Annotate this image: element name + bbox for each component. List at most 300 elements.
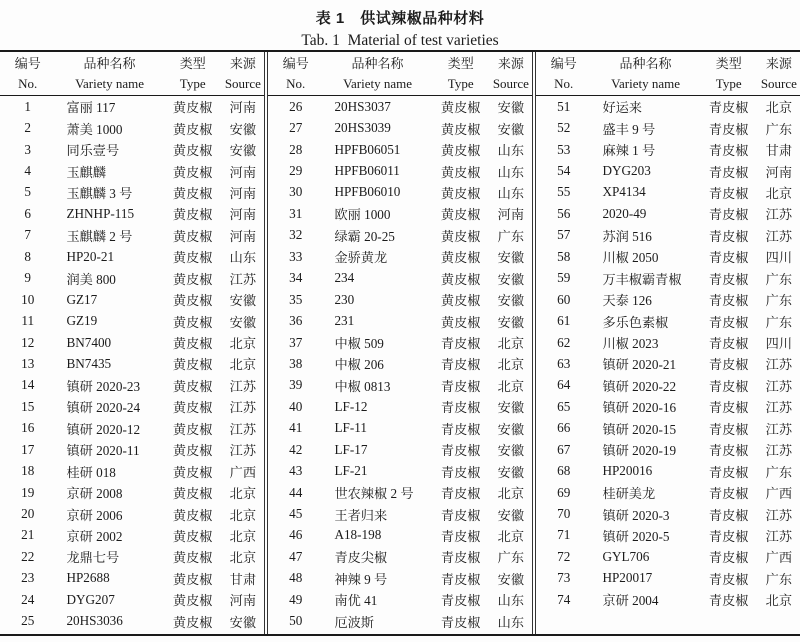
- cell-no: 22: [21, 548, 35, 564]
- cell-source: 江苏: [765, 378, 793, 394]
- cell-no: 24: [21, 591, 35, 607]
- cell-no: 28: [289, 141, 303, 157]
- cell-source: 山东: [497, 164, 525, 180]
- table-row: [536, 568, 800, 589]
- cell-source: 广东: [765, 464, 793, 480]
- cell-no: 32: [289, 227, 303, 243]
- cell-variety-name: HPFB06051: [334, 141, 401, 157]
- header-variety-name: 品种名称 Variety name: [611, 56, 681, 91]
- cell-no: 65: [557, 398, 571, 414]
- cell-variety-name: 镇研 2020-5: [602, 528, 670, 544]
- table-row: [536, 396, 800, 417]
- cell-source: 江苏: [765, 400, 793, 416]
- cell-variety-name: GZ19: [66, 313, 98, 329]
- cell-variety-name: 中椒 0813: [334, 378, 391, 394]
- table-row: [536, 310, 800, 331]
- panel-header: [0, 52, 264, 96]
- cell-no: 30: [289, 184, 303, 200]
- cell-type: 黄皮椒: [172, 336, 213, 352]
- table-row: [268, 375, 532, 396]
- cell-source: 山东: [497, 143, 525, 159]
- table-row: [0, 418, 264, 439]
- table-row: [268, 182, 532, 203]
- cell-no: 16: [21, 420, 35, 436]
- cell-type: 黄皮椒: [172, 314, 213, 330]
- panel-rows: [268, 96, 532, 634]
- cell-no: 17: [21, 441, 35, 457]
- table-row: [0, 482, 264, 503]
- cell-no: 67: [557, 441, 571, 457]
- cell-variety-name: BN7435: [66, 355, 112, 371]
- cell-type: 青皮椒: [708, 400, 749, 416]
- cell-variety-name: 中椒 509: [334, 336, 384, 352]
- table-row: [0, 268, 264, 289]
- table-caption-en: Tab. 1 Material of test varieties: [301, 32, 499, 49]
- table-row: [268, 160, 532, 181]
- cell-variety-name: LF-11: [334, 420, 367, 436]
- table-row: [0, 310, 264, 331]
- cell-source: 安徽: [497, 250, 525, 266]
- table-row: [268, 225, 532, 246]
- cell-variety-name: 盛丰 9 号: [602, 121, 656, 137]
- table-row: [0, 332, 264, 353]
- cell-no: 19: [21, 484, 35, 500]
- cell-variety-name: HP2688: [66, 570, 110, 586]
- cell-variety-name: 玉麒麟 3 号: [66, 185, 133, 201]
- cell-source: 江苏: [229, 443, 257, 459]
- cell-no: 36: [289, 313, 303, 329]
- cell-no: 10: [21, 291, 35, 307]
- table-row: [536, 525, 800, 546]
- cell-source: 四川: [765, 250, 793, 266]
- cell-type: 青皮椒: [440, 528, 481, 544]
- cell-variety-name: 镇研 2020-19: [602, 443, 677, 459]
- cell-type: 青皮椒: [440, 421, 481, 437]
- cell-type: 黄皮椒: [172, 528, 213, 544]
- cell-source: 北京: [229, 357, 257, 373]
- table-panel-3: [532, 52, 800, 634]
- cell-source: 北京: [765, 593, 793, 609]
- cell-no: 47: [289, 548, 303, 564]
- table-row: [536, 268, 800, 289]
- cell-no: 72: [557, 548, 571, 564]
- cell-source: 北京: [229, 528, 257, 544]
- cell-variety-name: DYG207: [66, 591, 115, 607]
- cell-source: 北京: [497, 486, 525, 502]
- panel-rows: [536, 96, 800, 634]
- cell-type: 青皮椒: [440, 378, 481, 394]
- cell-variety-name: 镇研 2020-16: [602, 400, 677, 416]
- cell-variety-name: 好运来: [602, 100, 642, 116]
- cell-variety-name: 万丰椒霸青椒: [602, 271, 682, 287]
- cell-no: 53: [557, 141, 571, 157]
- cell-variety-name: 镇研 2020-3: [602, 507, 670, 523]
- table-row: [536, 546, 800, 567]
- cell-source: 河南: [765, 164, 793, 180]
- table-row: [536, 418, 800, 439]
- cell-no: 15: [21, 398, 35, 414]
- cell-no: 61: [557, 313, 571, 329]
- cell-no: 55: [557, 184, 571, 200]
- cell-no: 33: [289, 248, 303, 264]
- cell-no: 1: [24, 98, 32, 114]
- cell-type: 黄皮椒: [172, 378, 213, 394]
- cell-source: 四川: [765, 336, 793, 352]
- table-row: [536, 246, 800, 267]
- cell-type: 黄皮椒: [172, 207, 213, 223]
- table-panel-2: [264, 52, 532, 634]
- cell-source: 山东: [497, 185, 525, 201]
- cell-type: 青皮椒: [708, 593, 749, 609]
- cell-source: 安徽: [229, 121, 257, 137]
- cell-source: 江苏: [765, 528, 793, 544]
- cell-source: 江苏: [229, 421, 257, 437]
- cell-variety-name: 京研 2008: [66, 486, 123, 502]
- cell-no: 60: [557, 291, 571, 307]
- cell-variety-name: BN7400: [66, 334, 112, 350]
- cell-type: 青皮椒: [708, 185, 749, 201]
- cell-type: 黄皮椒: [172, 421, 213, 437]
- cell-source: 安徽: [229, 293, 257, 309]
- table-caption: [0, 0, 800, 50]
- cell-variety-name: 镇研 2020-22: [602, 378, 677, 394]
- cell-variety-name: 玉麒麟: [66, 164, 106, 180]
- table-row: [536, 139, 800, 160]
- cell-source: 北京: [497, 378, 525, 394]
- cell-source: 广西: [765, 550, 793, 566]
- table-row: [268, 568, 532, 589]
- table-row: [268, 418, 532, 439]
- cell-variety-name: 镇研 2020-21: [602, 357, 677, 373]
- table-row: [536, 439, 800, 460]
- cell-source: 广东: [765, 293, 793, 309]
- cell-type: 黄皮椒: [440, 207, 481, 223]
- cell-variety-name: 京研 2004: [602, 593, 659, 609]
- cell-no: 66: [557, 420, 571, 436]
- cell-type: 青皮椒: [708, 100, 749, 116]
- cell-no: 48: [289, 570, 303, 586]
- table-row: [268, 353, 532, 374]
- cell-source: 北京: [765, 185, 793, 201]
- cell-no: 74: [557, 591, 571, 607]
- cell-type: 黄皮椒: [172, 614, 213, 630]
- cell-variety-name: 绿霸 20-25: [334, 228, 395, 244]
- table-row: [536, 225, 800, 246]
- panel-rows: [0, 96, 264, 634]
- cell-no: 6: [24, 205, 32, 221]
- cell-variety-name: LF-17: [334, 441, 368, 457]
- table-row: [0, 139, 264, 160]
- cell-type: 黄皮椒: [440, 143, 481, 159]
- cell-source: 北京: [229, 486, 257, 502]
- cell-variety-name: LF-12: [334, 398, 368, 414]
- cell-type: 黄皮椒: [172, 486, 213, 502]
- cell-no: 58: [557, 248, 571, 264]
- cell-variety-name: 龙鼎七号: [66, 550, 120, 566]
- cell-source: 江苏: [229, 271, 257, 287]
- cell-variety-name: GYL706: [602, 548, 650, 564]
- cell-type: 青皮椒: [440, 507, 481, 523]
- cell-no: 25: [21, 613, 35, 629]
- cell-source: 江苏: [765, 443, 793, 459]
- cell-source: 甘肃: [765, 143, 793, 159]
- header-source: 来源 Source: [760, 56, 797, 91]
- cell-no: 62: [557, 334, 571, 350]
- cell-no: 70: [557, 506, 571, 522]
- cell-source: 安徽: [497, 400, 525, 416]
- cell-source: 广东: [765, 314, 793, 330]
- cell-variety-name: HP20016: [602, 463, 653, 479]
- cell-source: 广东: [765, 271, 793, 287]
- cell-no: 26: [289, 98, 303, 114]
- table-row: [0, 439, 264, 460]
- cell-no: 34: [289, 270, 303, 286]
- cell-no: 29: [289, 163, 303, 179]
- table-row: [0, 246, 264, 267]
- cell-type: 青皮椒: [708, 271, 749, 287]
- cell-type: 青皮椒: [708, 314, 749, 330]
- cell-no: 73: [557, 570, 571, 586]
- cell-source: 北京: [497, 528, 525, 544]
- header-variety-name: 品种名称 Variety name: [343, 56, 413, 91]
- table-row: [0, 203, 264, 224]
- cell-type: 黄皮椒: [172, 400, 213, 416]
- cell-no: 12: [21, 334, 35, 350]
- table-row: [0, 503, 264, 524]
- cell-no: 43: [289, 463, 303, 479]
- cell-variety-name: 20HS3039: [334, 120, 391, 136]
- cell-no: 13: [21, 355, 35, 371]
- cell-no: 40: [289, 398, 303, 414]
- cell-type: 黄皮椒: [172, 121, 213, 137]
- cell-type: 黄皮椒: [440, 314, 481, 330]
- cell-variety-name: 京研 2006: [66, 507, 123, 523]
- cell-type: 青皮椒: [440, 357, 481, 373]
- cell-type: 青皮椒: [708, 421, 749, 437]
- cell-variety-name: HP20-21: [66, 248, 115, 264]
- cell-no: 41: [289, 420, 303, 436]
- cell-variety-name: 世农辣椒 2 号: [334, 486, 414, 502]
- cell-variety-name: 萧美 1000: [66, 121, 123, 137]
- table-row: [0, 568, 264, 589]
- cell-variety-name: 230: [334, 291, 355, 307]
- table-caption-zh: 表 1 供试辣椒品种材料: [315, 10, 485, 27]
- cell-no: 9: [24, 270, 32, 286]
- header-source: 来源 Source: [224, 56, 261, 91]
- cell-no: 23: [21, 570, 35, 586]
- cell-type: 青皮椒: [708, 550, 749, 566]
- table-row: [268, 332, 532, 353]
- cell-type: 黄皮椒: [172, 293, 213, 309]
- cell-type: 青皮椒: [708, 164, 749, 180]
- cell-no: 14: [21, 377, 35, 393]
- cell-variety-name: 麻辣 1 号: [602, 143, 656, 159]
- cell-type: 青皮椒: [708, 228, 749, 244]
- cell-type: 黄皮椒: [172, 271, 213, 287]
- table-row: [536, 460, 800, 481]
- table-row: [0, 182, 264, 203]
- cell-source: 江苏: [765, 207, 793, 223]
- cell-source: 安徽: [229, 143, 257, 159]
- cell-type: 黄皮椒: [440, 228, 481, 244]
- cell-source: 广西: [765, 486, 793, 502]
- cell-type: 青皮椒: [708, 486, 749, 502]
- cell-variety-name: 厄波斯: [334, 614, 374, 630]
- cell-variety-name: 同乐壹号: [66, 143, 120, 159]
- header-source: 来源 Source: [492, 56, 529, 91]
- table-row: [0, 546, 264, 567]
- table-row: [0, 396, 264, 417]
- cell-variety-name: 镇研 2020-11: [66, 443, 140, 459]
- table-row: [536, 375, 800, 396]
- table-row: [268, 482, 532, 503]
- cell-type: 黄皮椒: [172, 164, 213, 180]
- cell-no: 21: [21, 527, 35, 543]
- cell-type: 青皮椒: [708, 336, 749, 352]
- cell-type: 青皮椒: [708, 207, 749, 223]
- table-row: [268, 611, 532, 632]
- cell-source: 广东: [497, 550, 525, 566]
- table-row: [0, 375, 264, 396]
- table-row: [268, 460, 532, 481]
- cell-variety-name: 镇研 2020-24: [66, 400, 141, 416]
- cell-variety-name: GZ17: [66, 291, 98, 307]
- panel-header: [536, 52, 800, 96]
- cell-type: 黄皮椒: [172, 100, 213, 116]
- table-row: [536, 482, 800, 503]
- cell-source: 河南: [229, 228, 257, 244]
- cell-variety-name: 玉麒麟 2 号: [66, 228, 133, 244]
- table-row: [0, 353, 264, 374]
- cell-source: 北京: [497, 336, 525, 352]
- table-row: [268, 503, 532, 524]
- cell-source: 安徽: [497, 121, 525, 137]
- cell-variety-name: 镇研 2020-12: [66, 421, 141, 437]
- cell-type: 黄皮椒: [172, 185, 213, 201]
- header-type: 类型 Type: [715, 56, 742, 91]
- cell-variety-name: ZHNHP-115: [66, 205, 135, 221]
- table-row: [536, 96, 800, 117]
- cell-type: 黄皮椒: [172, 357, 213, 373]
- cell-no: 54: [557, 163, 571, 179]
- cell-type: 青皮椒: [440, 464, 481, 480]
- cell-type: 黄皮椒: [440, 293, 481, 309]
- cell-source: 安徽: [497, 100, 525, 116]
- cell-variety-name: 京研 2002: [66, 528, 123, 544]
- cell-type: 黄皮椒: [440, 164, 481, 180]
- cell-variety-name: 润美 800: [66, 271, 116, 287]
- cell-type: 青皮椒: [708, 571, 749, 587]
- table-row: [536, 503, 800, 524]
- cell-variety-name: A18-198: [334, 527, 382, 543]
- cell-source: 安徽: [497, 421, 525, 437]
- cell-variety-name: 中椒 206: [334, 357, 384, 373]
- cell-variety-name: 镇研 2020-23: [66, 378, 141, 394]
- table-row: [0, 611, 264, 632]
- cell-variety-name: 欧丽 1000: [334, 207, 391, 223]
- table-row: [268, 203, 532, 224]
- table-row: [0, 160, 264, 181]
- header-variety-name: 品种名称 Variety name: [75, 56, 145, 91]
- varieties-table: [0, 50, 800, 636]
- cell-no: 37: [289, 334, 303, 350]
- cell-type: 青皮椒: [440, 571, 481, 587]
- table-row: [268, 396, 532, 417]
- table-row: [0, 525, 264, 546]
- cell-type: 青皮椒: [440, 400, 481, 416]
- table-row: [268, 310, 532, 331]
- cell-source: 河南: [229, 185, 257, 201]
- table-row: [0, 96, 264, 117]
- cell-no: 52: [557, 120, 571, 136]
- cell-source: 江苏: [765, 228, 793, 244]
- table-row: [536, 203, 800, 224]
- cell-source: 北京: [229, 550, 257, 566]
- cell-variety-name: 2020-49: [602, 205, 647, 221]
- cell-source: 广东: [765, 571, 793, 587]
- table-row: [268, 525, 532, 546]
- cell-variety-name: LF-21: [334, 463, 368, 479]
- table-row: [268, 96, 532, 117]
- cell-type: 黄皮椒: [172, 250, 213, 266]
- cell-type: 黄皮椒: [440, 271, 481, 287]
- cell-variety-name: HPFB06010: [334, 184, 401, 200]
- cell-source: 河南: [497, 207, 525, 223]
- cell-type: 青皮椒: [708, 378, 749, 394]
- cell-variety-name: 桂研 018: [66, 464, 116, 480]
- cell-type: 黄皮椒: [172, 507, 213, 523]
- table-panel-1: [0, 52, 264, 634]
- cell-type: 青皮椒: [440, 443, 481, 459]
- cell-type: 青皮椒: [708, 507, 749, 523]
- cell-no: 3: [24, 141, 32, 157]
- cell-source: 安徽: [497, 571, 525, 587]
- cell-type: 黄皮椒: [172, 593, 213, 609]
- header-no: 编号 No.: [550, 56, 577, 91]
- cell-no: 57: [557, 227, 571, 243]
- cell-no: 46: [289, 527, 303, 543]
- cell-variety-name: 青皮尖椒: [334, 550, 388, 566]
- table-row: [0, 117, 264, 138]
- cell-type: 青皮椒: [708, 464, 749, 480]
- cell-type: 黄皮椒: [172, 443, 213, 459]
- cell-source: 江苏: [765, 507, 793, 523]
- cell-source: 山东: [229, 250, 257, 266]
- cell-source: 安徽: [497, 443, 525, 459]
- cell-source: 北京: [497, 357, 525, 373]
- cell-type: 青皮椒: [708, 528, 749, 544]
- table-row: [268, 246, 532, 267]
- cell-type: 黄皮椒: [440, 185, 481, 201]
- cell-variety-name: HP20017: [602, 570, 653, 586]
- cell-variety-name: 金骄黄龙: [334, 250, 388, 266]
- cell-type: 青皮椒: [440, 336, 481, 352]
- cell-variety-name: 234: [334, 270, 355, 286]
- cell-variety-name: 231: [334, 313, 355, 329]
- cell-source: 山东: [497, 593, 525, 609]
- table-row: [268, 546, 532, 567]
- cell-source: 广西: [229, 464, 257, 480]
- cell-no: 5: [24, 184, 32, 200]
- cell-source: 北京: [229, 507, 257, 523]
- cell-no: 2: [24, 120, 32, 136]
- cell-variety-name: 苏润 516: [602, 228, 652, 244]
- cell-no: 4: [24, 163, 32, 179]
- cell-no: 18: [21, 463, 35, 479]
- cell-no: 31: [289, 205, 303, 221]
- cell-no: 42: [289, 441, 303, 457]
- cell-source: 北京: [765, 100, 793, 116]
